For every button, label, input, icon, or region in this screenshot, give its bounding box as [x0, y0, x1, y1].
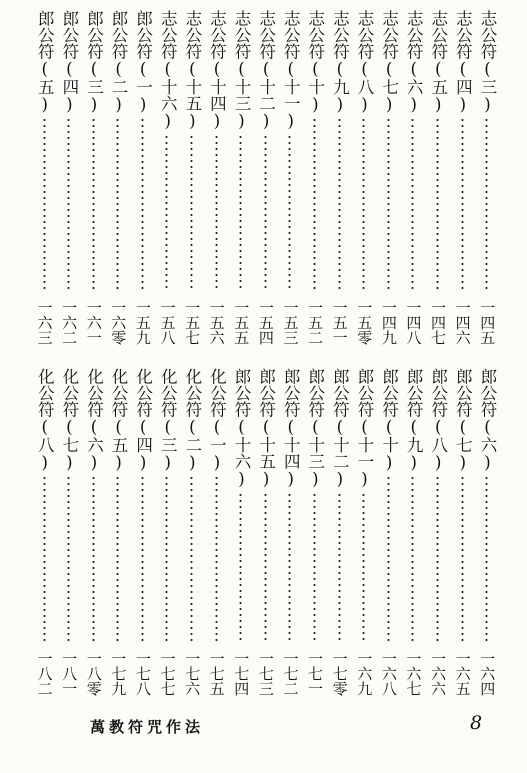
- toc-entry-title: 志公符(八): [354, 10, 374, 114]
- toc-entry-page: 一四六: [453, 300, 472, 345]
- dot-leader: [264, 134, 267, 293]
- toc-entry-page: 一七零: [330, 651, 349, 696]
- toc-entry-title: 化公符(八): [35, 368, 55, 472]
- toc-entry: [179, 368, 204, 696]
- toc-entry-title: 化公符(三): [158, 368, 178, 472]
- toc-entry-page: 一五七: [183, 300, 202, 345]
- toc-entry: [474, 368, 499, 696]
- dot-leader: [190, 475, 193, 643]
- dot-leader: [92, 117, 95, 292]
- toc-entry: [155, 10, 180, 345]
- toc-entry-page: 一六八: [379, 651, 398, 696]
- toc-entry-page: 一七二: [281, 651, 300, 696]
- dot-leader: [116, 117, 119, 292]
- toc-entry-page: 一五八: [158, 300, 177, 345]
- toc-entry-page: 一八二: [35, 651, 54, 696]
- toc-entry-title: 志公符(十三): [232, 10, 252, 131]
- dot-leader: [362, 117, 365, 292]
- toc-entry-page: 一六五: [453, 651, 472, 696]
- toc-entry: [81, 10, 106, 345]
- dot-leader: [165, 134, 168, 293]
- dot-leader: [141, 475, 144, 643]
- dot-leader: [264, 492, 267, 644]
- toc-entry-title: 化公符(四): [133, 368, 153, 472]
- toc-column-block-top: [32, 10, 499, 345]
- toc-entry: [155, 368, 180, 696]
- dot-leader: [387, 475, 390, 643]
- dot-leader: [239, 134, 242, 293]
- toc-entry-page: 一五二: [306, 300, 325, 345]
- toc-entry-title: 志公符(九): [330, 10, 350, 114]
- toc-entry-page: 一六三: [35, 300, 54, 345]
- toc-entry-title: 志公符(三): [477, 10, 497, 114]
- toc-entry: [302, 10, 327, 345]
- dot-leader: [461, 117, 464, 292]
- toc-entry: [130, 10, 155, 345]
- dot-leader: [411, 117, 414, 292]
- toc-entry-title: 郎公符(十三): [305, 368, 325, 489]
- toc-entry: [228, 368, 253, 696]
- dot-leader: [92, 475, 95, 643]
- toc-entry: [351, 10, 376, 345]
- toc-entry: [106, 10, 131, 345]
- dot-leader: [461, 475, 464, 643]
- toc-entry: [302, 368, 327, 696]
- toc-entry-page: 一五一: [330, 300, 349, 345]
- dot-leader: [338, 117, 341, 292]
- dot-leader: [288, 134, 291, 293]
- toc-entry-title: 郎公符(二): [109, 10, 129, 114]
- toc-entry-title: 化公符(二): [182, 368, 202, 472]
- toc-entry-page: 一四五: [478, 300, 497, 345]
- toc-entry: [351, 368, 376, 696]
- dot-leader: [215, 475, 218, 643]
- toc-entry-page: 一七五: [207, 651, 226, 696]
- dot-leader: [288, 492, 291, 644]
- toc-entry: [401, 368, 426, 696]
- toc-entry-title: 郎公符(九): [404, 368, 424, 472]
- toc-entry-page: 一六七: [404, 651, 423, 696]
- toc-entry-title: 化公符(七): [59, 368, 79, 472]
- toc-entry-page: 一七七: [158, 651, 177, 696]
- toc-entry-page: 一四七: [429, 300, 448, 345]
- toc-entry-title: 郎公符(十): [379, 368, 399, 472]
- dot-leader: [165, 475, 168, 643]
- dot-leader: [43, 117, 46, 292]
- toc-entry-title: 志公符(十二): [256, 10, 276, 131]
- toc-entry-title: 郎公符(十二): [330, 368, 350, 489]
- dot-leader: [116, 475, 119, 643]
- toc-entry: [56, 368, 81, 696]
- toc-entry-title: 志公符(七): [379, 10, 399, 114]
- toc-entry: [474, 10, 499, 345]
- toc-entry-page: 一七四: [232, 651, 251, 696]
- toc-entry: [376, 368, 401, 696]
- toc-entry-page: 一六四: [478, 651, 497, 696]
- toc-entry-page: 一七一: [306, 651, 325, 696]
- dot-leader: [215, 134, 218, 293]
- dot-leader: [67, 117, 70, 292]
- toc-entry: [327, 10, 352, 345]
- toc-entry: [376, 10, 401, 345]
- toc-entry: [228, 10, 253, 345]
- toc-entry-title: 郎公符(六): [477, 368, 497, 472]
- toc-entry-title: 志公符(十): [305, 10, 325, 114]
- toc-entry-page: 一七三: [256, 651, 275, 696]
- toc-entry: [32, 368, 57, 696]
- toc-entry: [81, 368, 106, 696]
- toc-entry-title: 志公符(十四): [207, 10, 227, 131]
- toc-entry-title: 志公符(四): [453, 10, 473, 114]
- toc-entry-page: 一七八: [133, 651, 152, 696]
- toc-entry-title: 郎公符(四): [59, 10, 79, 114]
- toc-entry: [130, 368, 155, 696]
- toc-entry-title: 郎公符(三): [84, 10, 104, 114]
- dot-leader: [411, 475, 414, 643]
- toc-entry-title: 化公符(一): [207, 368, 227, 472]
- dot-leader: [485, 117, 488, 292]
- toc-entry: [179, 10, 204, 345]
- toc-entry: [327, 368, 352, 696]
- toc-entry-page: 一七九: [109, 651, 128, 696]
- toc-entry: [425, 10, 450, 345]
- toc-entry-title: 郎公符(八): [428, 368, 448, 472]
- dot-leader: [338, 492, 341, 644]
- dot-leader: [436, 117, 439, 292]
- toc-entry-title: 志公符(六): [404, 10, 424, 114]
- toc-entry-page: 一六零: [109, 300, 128, 345]
- toc-entry-title: 郎公符(一): [133, 10, 153, 114]
- toc-entry-title: 郎公符(十一): [354, 368, 374, 489]
- toc-entry-page: 一六二: [60, 300, 79, 345]
- footer-book-title: 萬教符咒作法: [90, 718, 205, 736]
- toc-entry: [106, 368, 131, 696]
- toc-entry-page: 一四八: [404, 300, 423, 345]
- toc-entry-page: 一八一: [60, 651, 79, 696]
- toc-entry-title: 郎公符(十六): [232, 368, 252, 489]
- dot-leader: [43, 475, 46, 643]
- toc-entry-title: 化公符(五): [109, 368, 129, 472]
- toc-column-block-bottom: [32, 368, 499, 696]
- dot-leader: [387, 117, 390, 292]
- toc-entry: [56, 10, 81, 345]
- toc-entry: [278, 368, 303, 696]
- dot-leader: [313, 492, 316, 644]
- toc-entry-title: 郎公符(五): [35, 10, 55, 114]
- toc-entry-title: 志公符(五): [428, 10, 448, 114]
- dot-leader: [239, 492, 242, 644]
- toc-entry-page: 一六一: [84, 300, 103, 345]
- toc-entry-title: 志公符(十一): [281, 10, 301, 131]
- dot-leader: [67, 475, 70, 643]
- dot-leader: [313, 117, 316, 292]
- footer-page-number: 8: [470, 712, 483, 734]
- toc-entry: [32, 10, 57, 345]
- toc-entry: [450, 368, 475, 696]
- toc-entry: [450, 10, 475, 345]
- toc-entry-page: 一五三: [281, 300, 300, 345]
- dot-leader: [436, 475, 439, 643]
- toc-entry-title: 化公符(六): [84, 368, 104, 472]
- toc-entry-title: 郎公符(十五): [256, 368, 276, 489]
- dot-leader: [190, 134, 193, 293]
- toc-entry: [253, 368, 278, 696]
- toc-entry-page: 一五零: [355, 300, 374, 345]
- toc-entry-title: 郎公符(七): [453, 368, 473, 472]
- toc-entry-page: 一五六: [207, 300, 226, 345]
- toc-entry-title: 志公符(十五): [182, 10, 202, 131]
- toc-entry: [278, 10, 303, 345]
- toc-entry-page: 一四九: [379, 300, 398, 345]
- dot-leader: [141, 117, 144, 292]
- toc-entry-title: 郎公符(十四): [281, 368, 301, 489]
- toc-entry: [401, 10, 426, 345]
- toc-entry-page: 一八零: [84, 651, 103, 696]
- toc-entry-page: 一五四: [256, 300, 275, 345]
- dot-leader: [485, 475, 488, 643]
- toc-entry: [425, 368, 450, 696]
- toc-entry-page: 一五九: [133, 300, 152, 345]
- toc-entry-page: 一五五: [232, 300, 251, 345]
- toc-entry-page: 一六六: [429, 651, 448, 696]
- toc-entry: [204, 368, 229, 696]
- toc-entry-page: 一六九: [355, 651, 374, 696]
- toc-entry-title: 志公符(十六): [158, 10, 178, 131]
- dot-leader: [362, 492, 365, 644]
- toc-entry: [204, 10, 229, 345]
- toc-entry-page: 一七六: [183, 651, 202, 696]
- toc-entry: [253, 10, 278, 345]
